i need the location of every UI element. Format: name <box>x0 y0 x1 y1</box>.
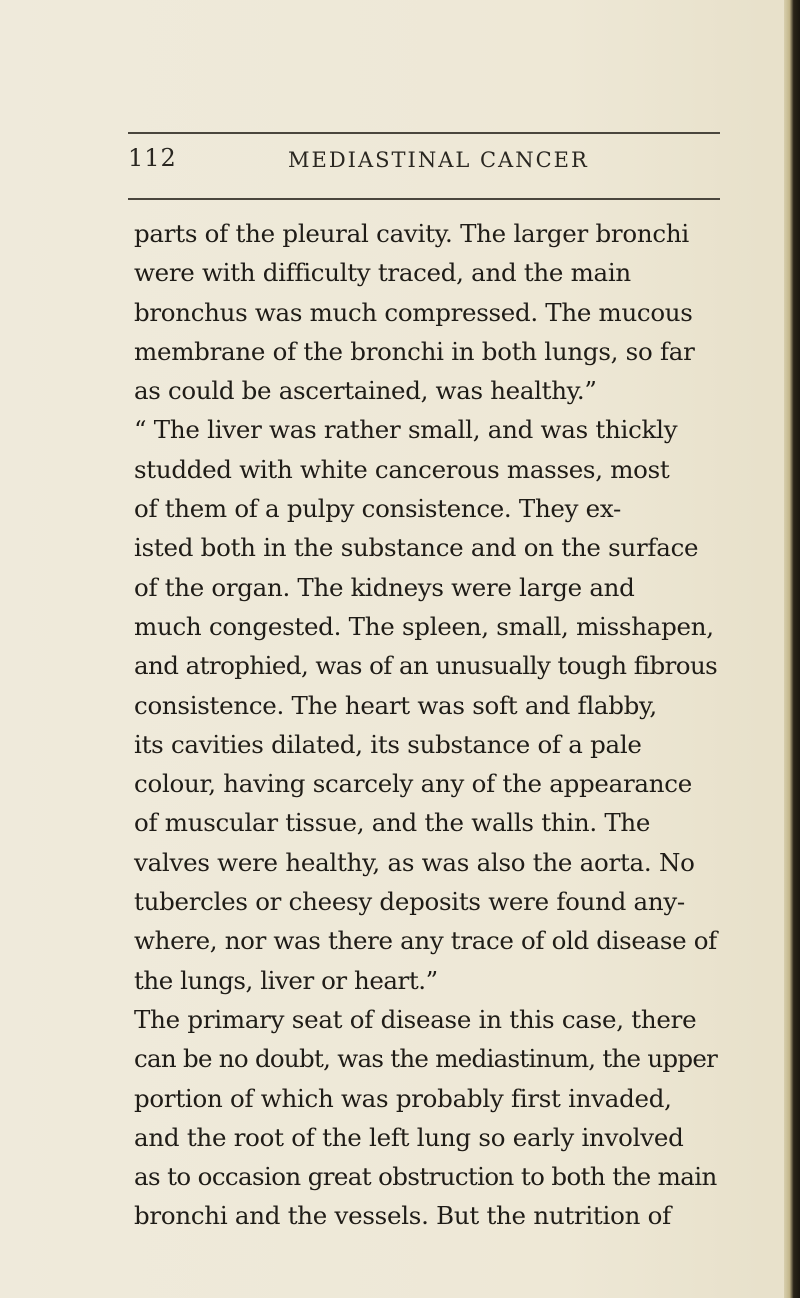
page-edge <box>784 0 800 1298</box>
text-line: of muscular tissue, and the walls thin. The <box>134 808 651 838</box>
text-line: The primary seat of disease in this case, there <box>134 1004 697 1034</box>
text-line: much congested. The spleen, small, misshapen, <box>134 611 714 641</box>
page-header <box>128 140 720 184</box>
text-line: bronchus was much compressed. The mucous <box>134 297 693 327</box>
text-line: of the organ. The kidneys were large and <box>134 572 635 602</box>
text-line: as could be ascertained, was healthy.” <box>134 376 597 406</box>
header-rule-bottom <box>128 198 720 200</box>
text-line: consistence. The heart was soft and flabby, <box>134 690 657 720</box>
text-line: and atrophied, was of an unusually tough fibrous <box>134 651 718 681</box>
text-line: can be no doubt, was the mediastinum, the upper <box>134 1044 718 1074</box>
text-line: studded with white cancerous masses, most <box>134 454 670 484</box>
text-line: bronchi and the vessels. But the nutrition of <box>134 1201 671 1231</box>
text-line: portion of which was probably first invaded, <box>134 1083 672 1113</box>
page-number: 112 <box>128 144 177 172</box>
text-line: its cavities dilated, its substance of a pale <box>134 729 642 759</box>
text-line: valves were healthy, as was also the aorta. No <box>134 847 695 877</box>
text-line: “ The liver was rather small, and was thickly <box>134 415 678 445</box>
text-line: and the root of the left lung so early involved <box>134 1122 684 1152</box>
text-line: tubercles or cheesy deposits were found any- <box>134 887 685 917</box>
text-line: parts of the pleural cavity. The larger bronchi <box>134 219 689 248</box>
running-head: MEDIASTINAL CANCER <box>288 148 589 172</box>
body-text <box>134 214 734 1236</box>
text-line: membrane of the bronchi in both lungs, so far <box>134 336 695 366</box>
text-line: the lungs, liver or heart.” <box>134 965 438 995</box>
text-line: were with difficulty traced, and the main <box>134 258 631 288</box>
text-line: of them of a pulpy consistence. They ex- <box>134 494 621 524</box>
text-line: colour, having scarcely any of the appearance <box>134 769 692 799</box>
header-rule-top <box>128 132 720 134</box>
text-line: isted both in the substance and on the surface <box>134 533 699 563</box>
text-line: where, nor was there any trace of old disease of <box>134 926 717 956</box>
text-line: as to occasion great obstruction to both the main <box>134 1162 717 1192</box>
